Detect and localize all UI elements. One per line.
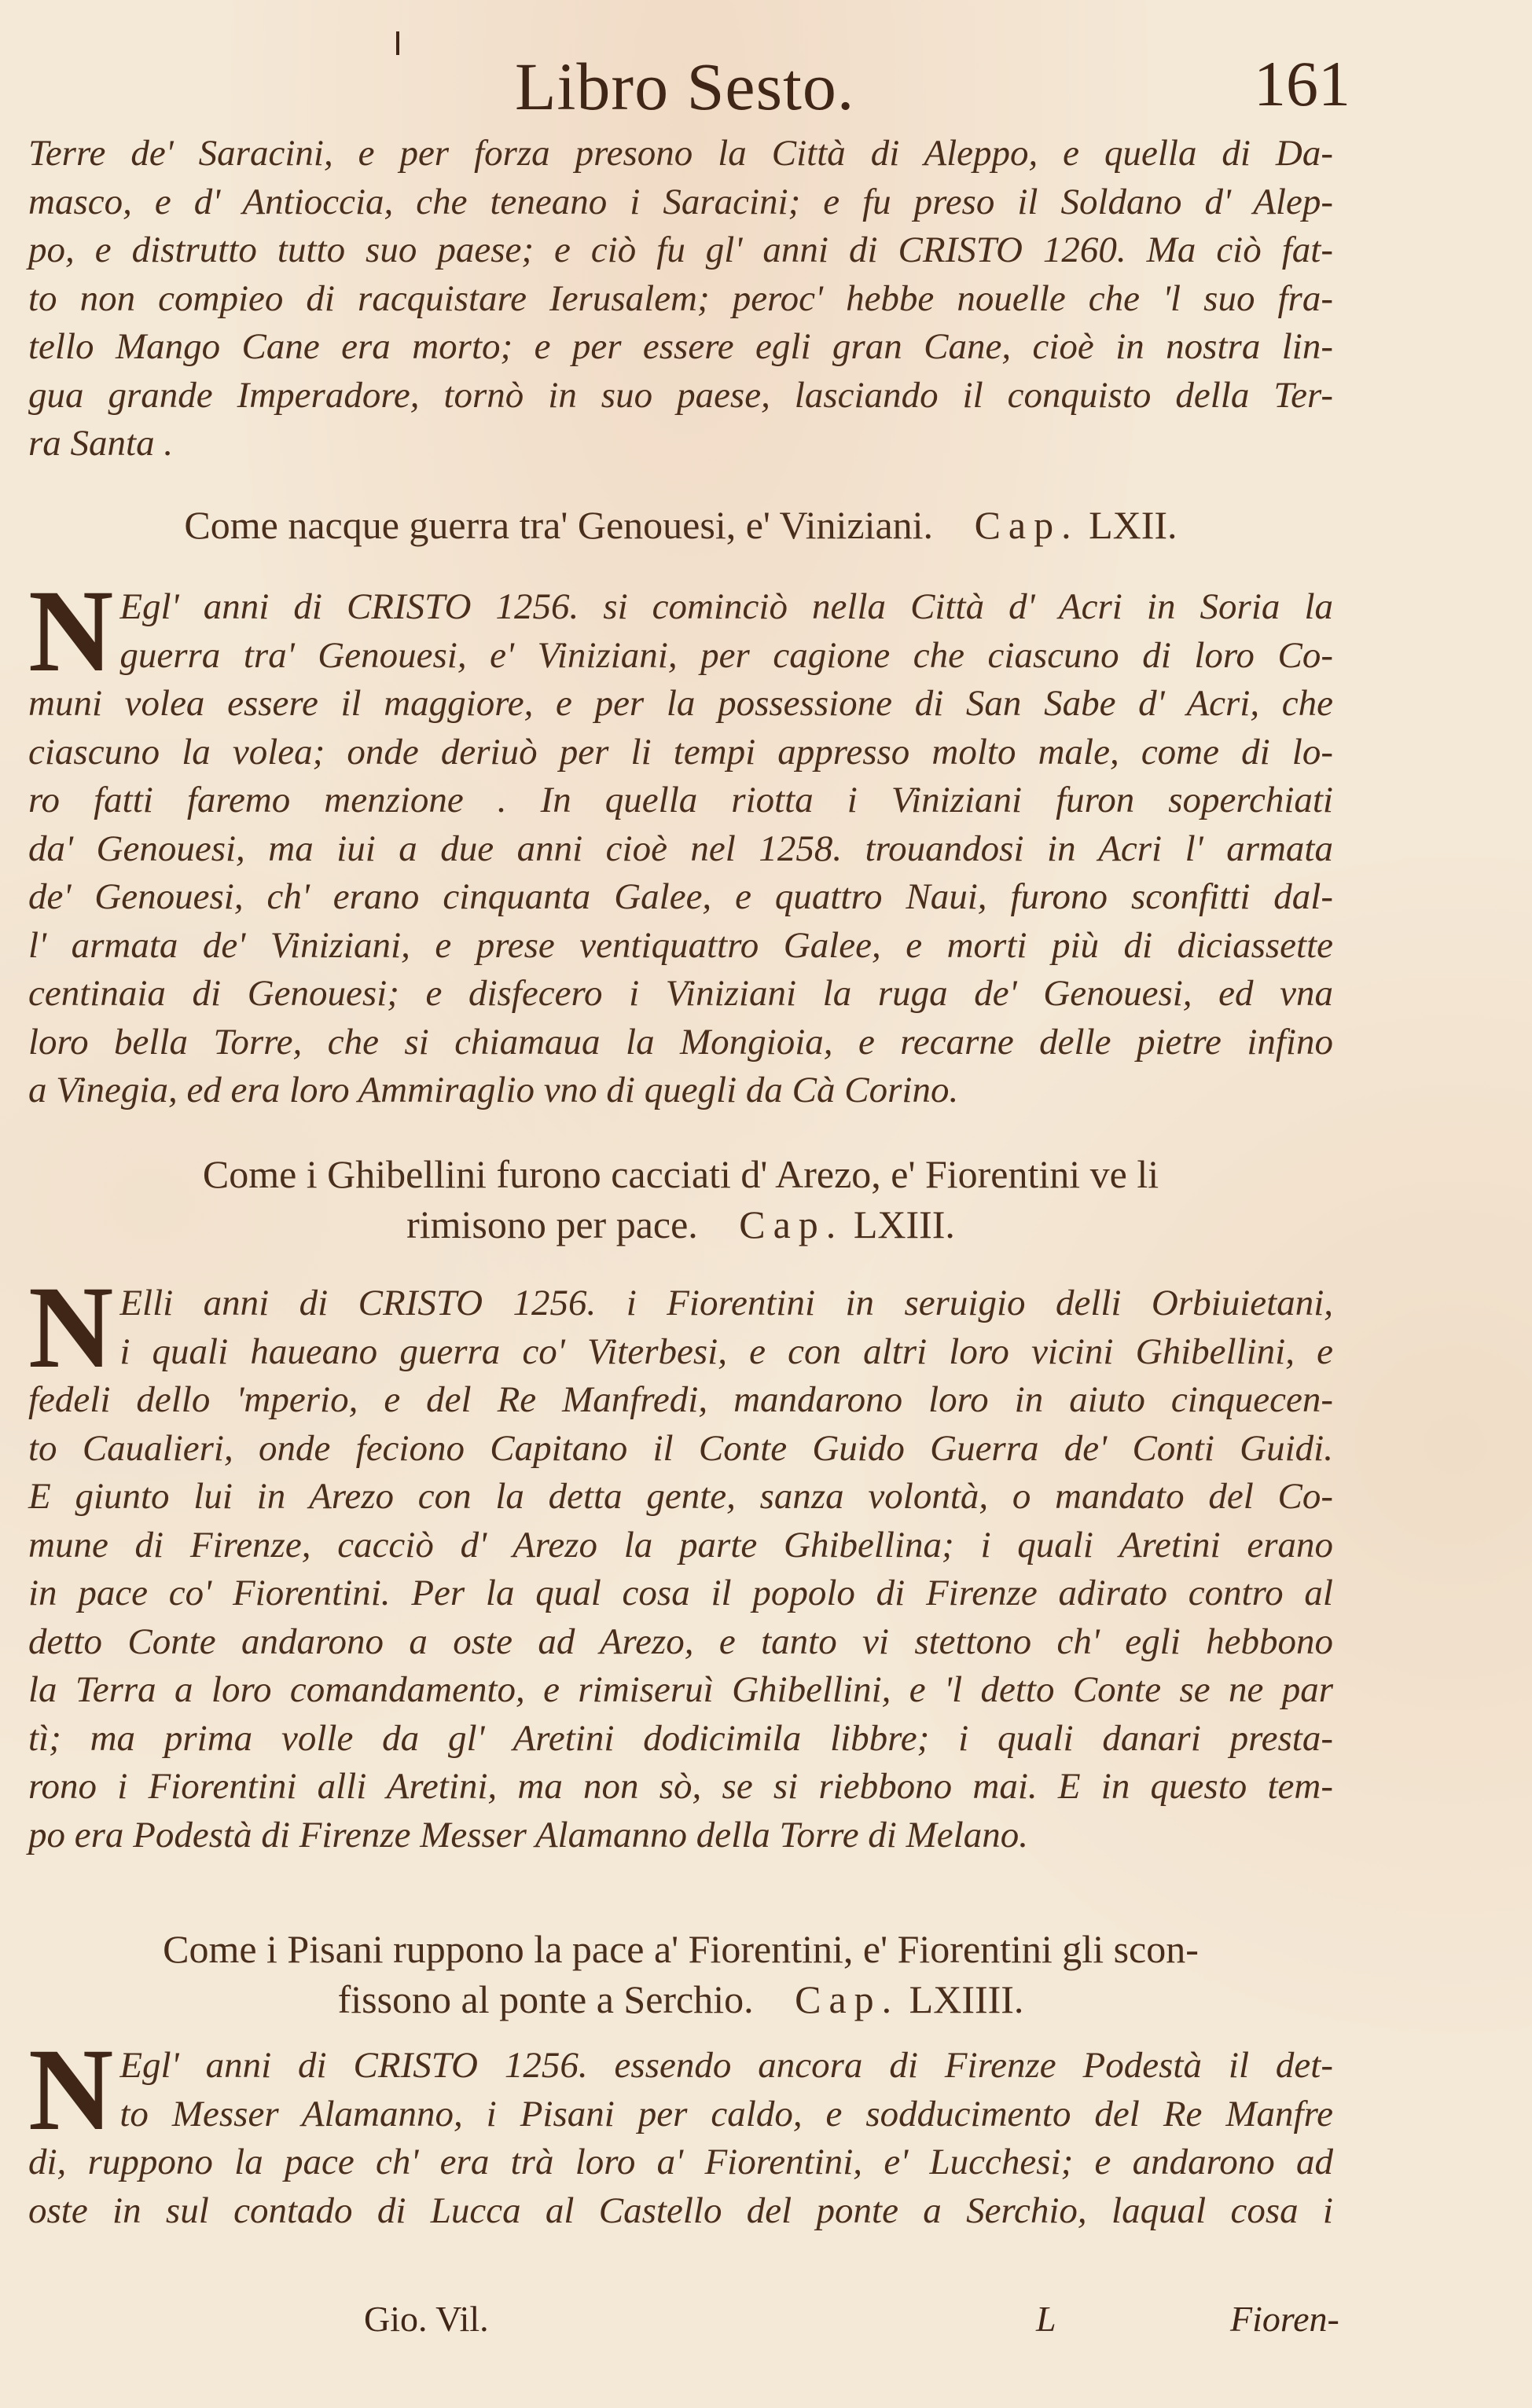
chapter-body-lxiii bbox=[28, 1262, 1333, 1859]
text-line: di, ruppono la pace ch' era trà loro a' Fiorentini, e' Lucchesi; e andarono ad bbox=[28, 2142, 1333, 2182]
text-line: i quali haueano guerra co' Viterbesi, e con altri loro vicini Ghibellini, e bbox=[119, 1331, 1333, 1372]
text-line: gua grande Imperadore, tornò in suo paese, lasciando il conquisto della Ter- bbox=[28, 374, 1333, 416]
chapter-title: Come i Pisani ruppono la pace a' Fiorentini, e' Fiorentini gli scon- bbox=[163, 1927, 1199, 1971]
printer-mark bbox=[396, 31, 399, 55]
text-line: tello Mango Cane era morto; e per essere egli gran Cane, cioè in nostra lin- bbox=[28, 326, 1333, 367]
text-line: detto Conte andarono a oste ad Arezo, e tanto vi stettono ch' egli hebbono bbox=[28, 1621, 1333, 1662]
drop-cap: N bbox=[28, 2024, 114, 2155]
text-line: Egl' anni di CRISTO 1256. si cominciò nella Città d' Acri in Soria la bbox=[119, 586, 1333, 627]
chapter-heading-lxiiii bbox=[28, 1924, 1333, 2024]
text-line: ra Santa . bbox=[28, 423, 174, 464]
chapter-body-lxiiii bbox=[28, 2024, 1333, 2235]
text-line: loro bella Torre, che si chiamaua la Mongioia, e recarne delle pietre infino bbox=[28, 1021, 1333, 1063]
page-number: 161 bbox=[1254, 48, 1350, 119]
catchword: Fioren- bbox=[1230, 2299, 1339, 2339]
text-line: de' Genouesi, ch' erano cinquanta Galee, e quattro Naui, furono sconfitti dal- bbox=[28, 876, 1333, 917]
text-line: po era Podestà di Firenze Messer Alamanno della Torre di Melano. bbox=[28, 1814, 1028, 1856]
drop-cap: N bbox=[28, 1262, 114, 1393]
text-line: Egl' anni di CRISTO 1256. essendo ancora di Firenze Podestà il det- bbox=[119, 2045, 1333, 2086]
text-line: la Terra a loro comandamento, e rimiseruì Ghibellini, e 'l detto Conte se ne par bbox=[28, 1669, 1333, 1710]
gathering-letter: L bbox=[1036, 2299, 1056, 2339]
text-line: in pace co' Fiorentini. Per la qual cosa il popolo di Firenze adirato contro al bbox=[28, 1573, 1333, 1613]
chapter-title: Come nacque guerra tra' Genouesi, e' Viniziani. bbox=[184, 503, 934, 547]
text-line: muni volea essere il maggiore, e per la possessione di San Sabe d' Acri, che bbox=[28, 683, 1333, 724]
chapter-cap-label: Cap. bbox=[795, 1977, 900, 2021]
chapter-cap-label: Cap. bbox=[739, 1202, 844, 1246]
running-title: Libro Sesto. bbox=[515, 49, 855, 124]
text-line: Terre de' Saracini, e per forza presono la Città di Aleppo, e quella di Da- bbox=[28, 133, 1333, 174]
text-line: ciascuno la volea; onde deriuò per li tempi appresso molto male, come di lo- bbox=[28, 731, 1333, 773]
chapter-cap-label: Cap. bbox=[974, 503, 1079, 547]
text-line: po, e distrutto tutto suo paese; e ciò fu gl' anni di CRISTO 1260. Ma ciò fat- bbox=[28, 229, 1333, 270]
text-line: ro fatti faremo menzione . In quella riotta i Viniziani furon soperchiati bbox=[28, 780, 1333, 820]
chapter-title-cont: fissono al ponte a Serchio. bbox=[337, 1977, 754, 2021]
text-line: fedeli dello 'mperio, e del Re Manfredi, mandarono loro in aiuto cinquecen- bbox=[28, 1379, 1333, 1420]
text-line: tì; ma prima volle da gl' Aretini dodicimila libbre; i quali danari presta- bbox=[28, 1717, 1333, 1759]
text-line: da' Genouesi, ma iui a due anni cioè nel 1258. trouandosi in Acri l' armata bbox=[28, 828, 1333, 869]
chapter-title-cont: rimisono per pace. bbox=[406, 1202, 698, 1246]
chapter-number: LXII. bbox=[1089, 503, 1177, 547]
text-line: centinaia di Genouesi; e disfecero i Viniziani la ruga de' Genouesi, ed vna bbox=[28, 973, 1333, 1014]
chapter-heading-lxiii bbox=[28, 1149, 1333, 1250]
text-line: masco, e d' Antioccia, che teneano i Saracini; e fu preso il Soldano d' Alep- bbox=[28, 181, 1333, 222]
chapter-number: LXIIII. bbox=[909, 1977, 1024, 2021]
text-line: Elli anni di CRISTO 1256. i Fiorentini in seruigio delli Orbiuietani, bbox=[119, 1283, 1333, 1323]
page-footer bbox=[0, 2298, 1532, 2345]
text-line: to non compieo di racquistare Ierusalem; peroc' hebbe nouelle che 'l suo fra- bbox=[28, 277, 1333, 319]
text-line: rono i Fiorentini alli Aretini, ma non sò, se si riebbono mai. E in questo tem- bbox=[28, 1766, 1333, 1807]
chapter-title: Come i Ghibellini furono cacciati d' Arezo, e' Fiorentini ve li bbox=[202, 1152, 1159, 1196]
text-line: oste in sul contado di Lucca al Castello del ponte a Serchio, laqual cosa i bbox=[28, 2190, 1333, 2231]
text-line: E giunto lui in Arezo con la detta gente, sanza volontà, o mandato del Co- bbox=[28, 1476, 1333, 1517]
opening-paragraph bbox=[28, 130, 1333, 468]
text-line: to Caualieri, onde feciono Capitano il Conte Guido Guerra de' Conti Guidi. bbox=[28, 1427, 1333, 1469]
text-line: guerra tra' Genouesi, e' Viniziani, per cagione che ciascuno di loro Co- bbox=[119, 634, 1333, 676]
chapter-number: LXIII. bbox=[853, 1202, 955, 1246]
text-line: mune di Firenze, cacciò d' Arezo la parte Ghibellina; i quali Aretini erano bbox=[28, 1524, 1333, 1566]
drop-cap: N bbox=[28, 566, 114, 696]
signature-mark: Gio. Vil. bbox=[364, 2299, 489, 2339]
running-head bbox=[0, 31, 1532, 124]
text-line: a Vinegia, ed era loro Ammiraglio vno di quegli da Cà Corino. bbox=[28, 1070, 959, 1110]
chapter-body-lxii bbox=[28, 566, 1333, 1115]
text-line: l' armata de' Viniziani, e prese ventiquattro Galee, e morti più di diciassette bbox=[28, 924, 1333, 966]
text-line: to Messer Alamanno, i Pisani per caldo, e sodducimento del Re Manfre bbox=[119, 2093, 1333, 2135]
chapter-heading-lxii bbox=[28, 500, 1333, 550]
